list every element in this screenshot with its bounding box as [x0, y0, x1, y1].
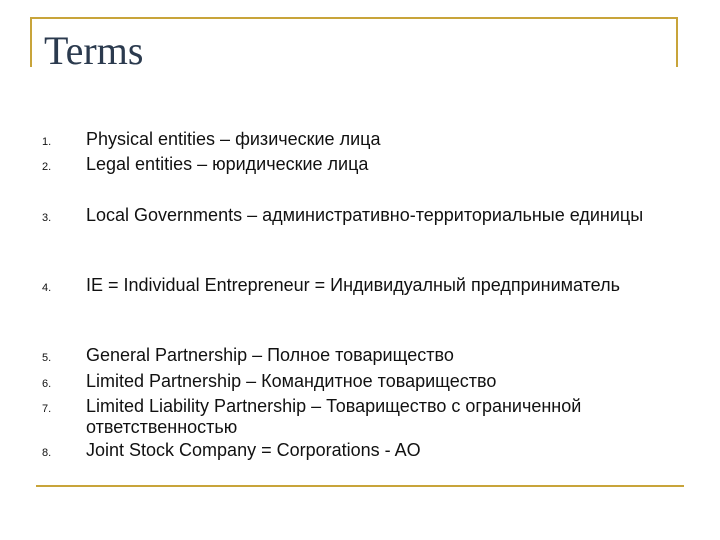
item-number: 5.: [42, 352, 52, 364]
item-text: Joint Stock Company = Corporations - AO: [86, 440, 421, 460]
item-number: 7.: [42, 403, 52, 415]
item-text: Legal entities – юридические лица: [86, 154, 369, 174]
item-text: Limited Liability Partnership – Товарищество с ограниченной ответственностью: [86, 396, 582, 437]
item-number: 2.: [42, 161, 52, 173]
item-text: General Partnership – Полное товарищество: [86, 345, 454, 365]
item-text: Physical entities – физические лица: [86, 129, 381, 149]
item-number: 1.: [42, 136, 52, 148]
slide-title: Terms: [44, 28, 144, 73]
bottom-rule: [36, 485, 684, 487]
item-number: 6.: [42, 378, 52, 390]
item-number: 3.: [42, 212, 52, 224]
item-text: IE = Individual Entrepreneur = Индивидуалный предприниматель: [86, 275, 620, 295]
item-number: 4.: [42, 282, 52, 294]
title-frame-left-rule: [30, 17, 32, 67]
title-frame-right-rule: [676, 17, 678, 67]
item-number: 8.: [42, 447, 52, 459]
item-text: Local Governments – административно-территориальные единицы: [86, 205, 644, 225]
item-text: Limited Partnership – Командитное товарищество: [86, 371, 497, 391]
title-frame-top-rule: [30, 17, 678, 19]
